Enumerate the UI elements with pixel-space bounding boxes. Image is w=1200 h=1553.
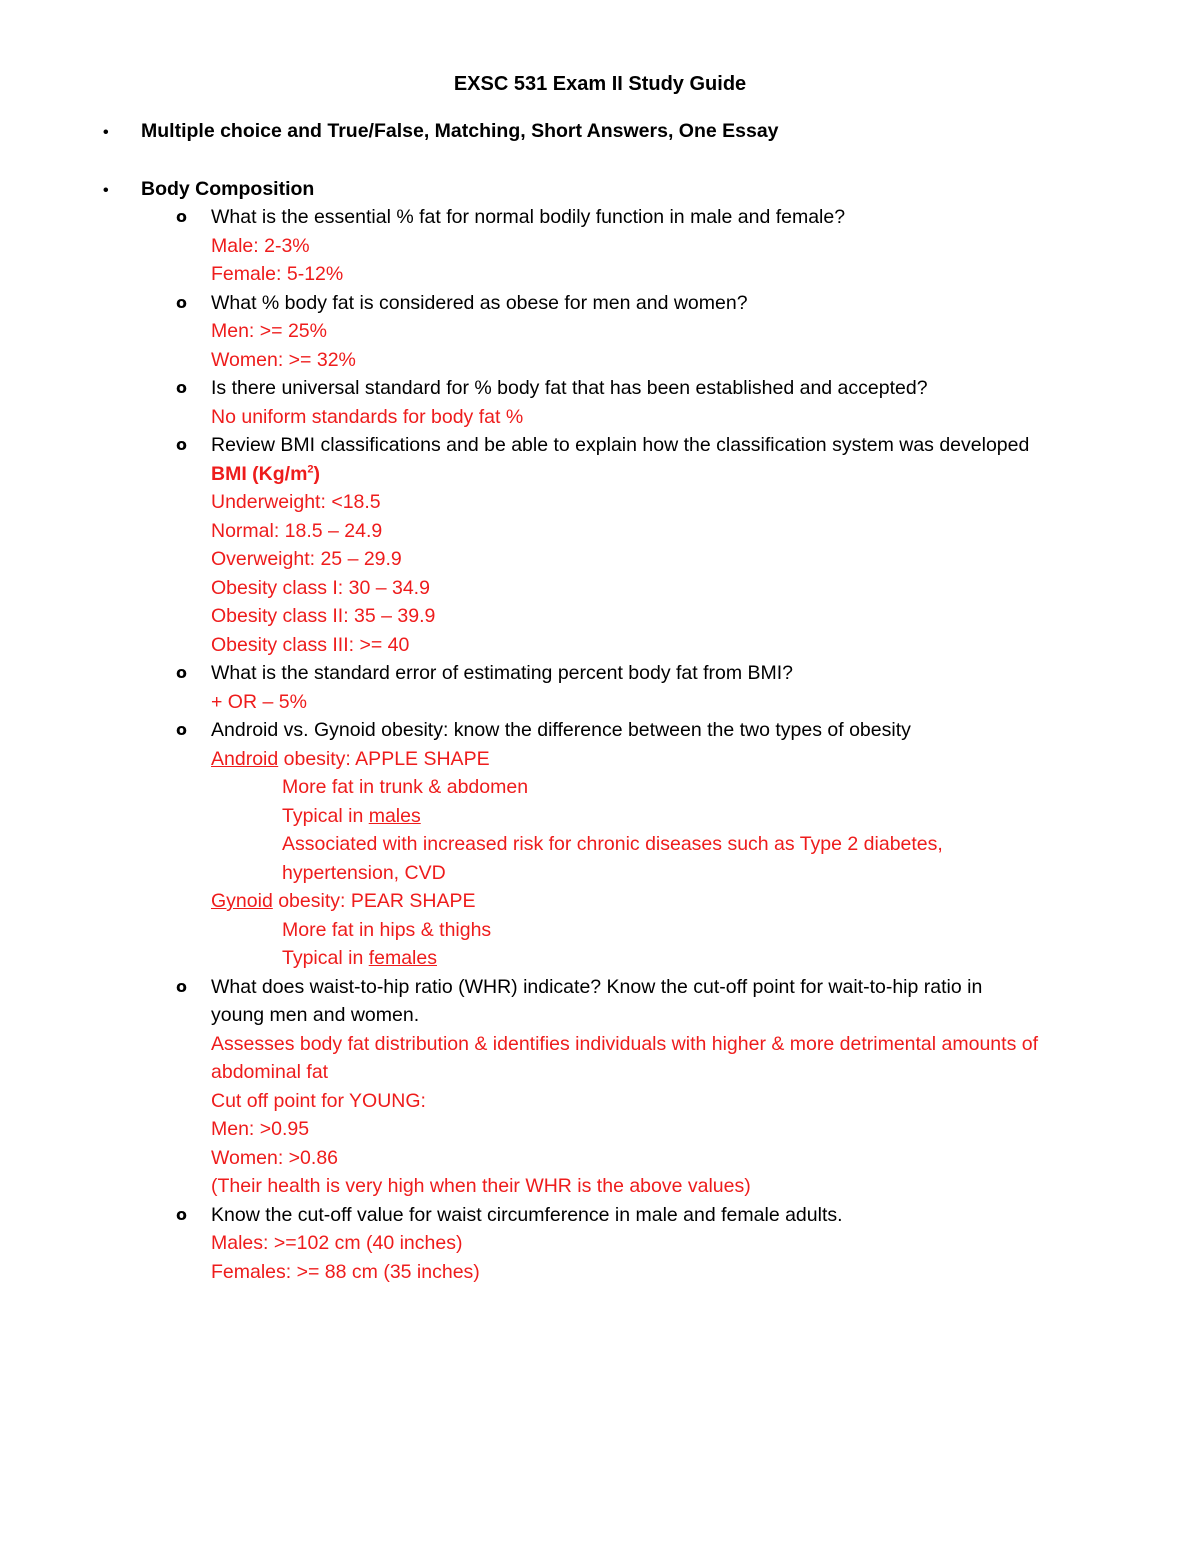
- gynoid-heading: [211, 887, 1141, 916]
- answer-text: Overweight: 25 – 29.9: [211, 548, 402, 570]
- answer-text: Women: >= 32%: [211, 348, 356, 371]
- answer-text: Male: 2-3%: [211, 234, 310, 257]
- answer-text: More fat in hips & thighs: [282, 918, 492, 941]
- question-text: Android vs. Gynoid obesity: know the difference between the two types of obesity: [211, 719, 911, 741]
- answer-text: Obesity class II: 35 – 39.9: [211, 605, 436, 627]
- list-item-bmi: [0, 431, 1141, 659]
- question-text: What does waist-to-hip ratio (WHR) indicate? Know the cut-off point for wait-to-hip ratio in: [211, 975, 983, 998]
- answer-text: hypertension, CVD: [282, 861, 446, 884]
- question-text: Know the cut-off value for waist circumference in male and female adults.: [211, 1203, 843, 1226]
- answer-text: Females: >= 88 cm (35 inches): [211, 1260, 480, 1283]
- sub-bullet-icon: o: [176, 207, 187, 226]
- page-title: EXSC 531 Exam II Study Guide: [453, 73, 747, 95]
- bullet-icon: •: [103, 182, 109, 199]
- question-text: What is the standard error of estimating percent body fat from BMI?: [211, 662, 794, 684]
- sub-bullet-icon: o: [176, 976, 187, 996]
- answer-text: + OR – 5%: [211, 690, 307, 713]
- typical-term: females: [368, 947, 437, 969]
- typical-prefix: Typical in: [282, 804, 369, 827]
- bullet-icon: •: [103, 124, 109, 141]
- typical-term: males: [368, 804, 421, 827]
- answer-text: Female: 5-12%: [211, 263, 344, 285]
- bmi-heading-prefix: BMI (Kg/m: [211, 462, 308, 485]
- sub-bullet-icon: o: [176, 1204, 187, 1224]
- list-item-waist-circumference: [0, 1201, 1141, 1287]
- android-heading: [211, 745, 1141, 774]
- exam-format-text: Multiple choice and True/False, Matching, Short Answers, One Essay: [141, 120, 779, 142]
- answer-text: Obesity class I: 30 – 34.9: [211, 576, 430, 599]
- android-typical: [211, 802, 1141, 831]
- sub-bullet-icon: o: [176, 720, 187, 739]
- question-text: young men and women.: [211, 1004, 420, 1026]
- sub-bullet-icon: o: [176, 663, 187, 682]
- answer-text: Women: >0.86: [211, 1146, 339, 1169]
- answer-text: Associated with increased risk for chronic diseases such as Type 2 diabetes,: [282, 833, 943, 855]
- sub-bullet-icon: o: [176, 378, 187, 397]
- section-heading: Body Composition: [141, 178, 315, 200]
- gynoid-heading-rest: obesity: PEAR SHAPE: [272, 890, 476, 912]
- answer-text: Assesses body fat distribution & identifies individuals with higher & more detrimental amounts of: [211, 1032, 1038, 1055]
- answer-text: More fat in trunk & abdomen: [282, 776, 529, 798]
- gynoid-term: Gynoid: [211, 890, 273, 912]
- answer-text: Obesity class III: >= 40: [211, 633, 410, 656]
- sub-bullet-icon: o: [176, 435, 187, 454]
- bullet-body-composition: [103, 175, 314, 205]
- body-composition-section: [0, 203, 1200, 1286]
- list-item-android-gynoid: [0, 716, 1141, 973]
- android-term: Android: [211, 747, 279, 770]
- bmi-heading: [211, 460, 1141, 489]
- answer-text: (Their health is very high when their WHR is the above values): [211, 1175, 751, 1197]
- android-heading-rest: obesity: APPLE SHAPE: [278, 747, 490, 770]
- bullet-exam-format: [103, 117, 779, 147]
- list-item-obese-fat: [0, 289, 1141, 375]
- answer-text: Underweight: <18.5: [211, 491, 381, 513]
- question-text: Review BMI classifications and be able to explain how the classification system was developed: [211, 434, 1030, 456]
- bmi-heading-suffix: ): [313, 462, 321, 485]
- list-item-whr: [0, 973, 1141, 1201]
- bmi-heading-exponent: 2: [307, 463, 314, 475]
- answer-text: Men: >= 25%: [211, 320, 327, 342]
- answer-text: Males: >=102 cm (40 inches): [211, 1232, 463, 1254]
- answer-text: Normal: 18.5 – 24.9: [211, 519, 383, 542]
- list-item-universal-standard: [0, 374, 1141, 431]
- sub-bullet-icon: o: [176, 292, 187, 312]
- list-item-essential-fat: [0, 203, 1141, 289]
- question-text: Is there universal standard for % body fat that has been established and accepted?: [211, 377, 928, 399]
- gynoid-typical: [211, 944, 1141, 973]
- answer-text: Cut off point for YOUNG:: [211, 1089, 426, 1112]
- typical-prefix: Typical in: [282, 947, 369, 969]
- list-item-standard-error: [0, 659, 1141, 716]
- question-text: What is the essential % fat for normal bodily function in male and female?: [211, 206, 846, 228]
- answer-text: No uniform standards for body fat %: [211, 405, 524, 428]
- answer-text: abdominal fat: [211, 1061, 329, 1083]
- question-text: What % body fat is considered as obese for men and women?: [211, 291, 748, 314]
- answer-text: Men: >0.95: [211, 1118, 310, 1140]
